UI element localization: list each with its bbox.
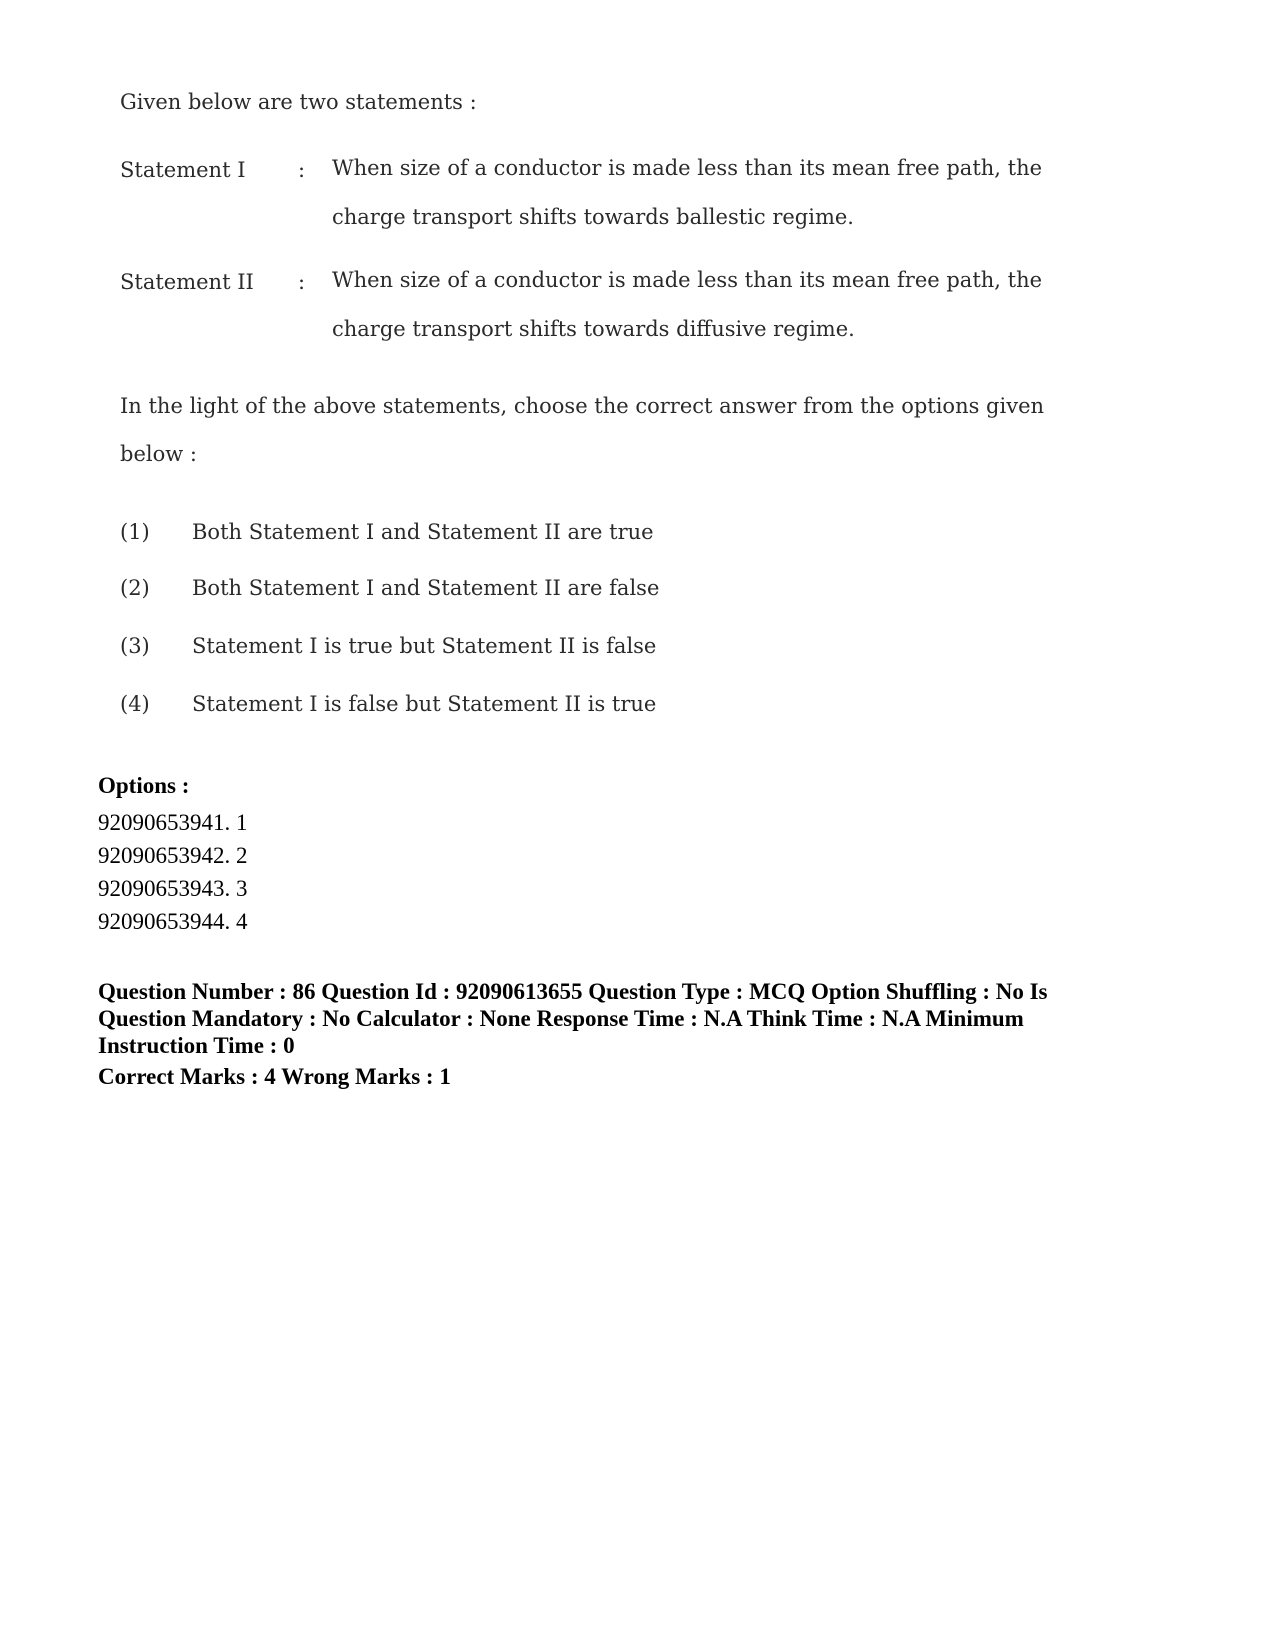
- choice-3-number: (3): [120, 634, 150, 658]
- choice-3-text: Statement I is true but Statement II is false: [192, 634, 657, 658]
- choice-1-number: (1): [120, 520, 150, 544]
- statement-2-separator: :: [298, 270, 306, 294]
- question-info: Question Number : 86 Question Id : 92090613655 Question Type : MCQ Option Shuffling : No Is Question Mandatory : No Calculator : None Response Time : N.A Think Time : N.A Minimum Instruction Time : 0: [98, 979, 1048, 1058]
- choice-1-text: Both Statement I and Statement II are true: [192, 520, 654, 544]
- option-id-1: 92090653941. 1: [98, 810, 248, 835]
- question-marks: Correct Marks : 4 Wrong Marks : 1: [98, 1064, 451, 1089]
- choice-2-number: (2): [120, 576, 150, 600]
- option-id-4: 92090653944. 4: [98, 909, 248, 934]
- options-heading: Options :: [98, 773, 190, 798]
- statement-2-text: When size of a conductor is made less than its mean free path, the charge transport shifts towards diffusive regime.: [332, 268, 1043, 341]
- choice-2-text: Both Statement I and Statement II are false: [192, 576, 660, 600]
- question-prompt: In the light of the above statements, choose the correct answer from the options given below :: [120, 394, 1045, 466]
- option-id-2: 92090653942. 2: [98, 843, 248, 868]
- choice-4-text: Statement I is false but Statement II is true: [192, 692, 657, 716]
- choice-4-number: (4): [120, 692, 150, 716]
- statement-1-separator: :: [298, 158, 306, 182]
- option-id-3: 92090653943. 3: [98, 876, 248, 901]
- question-intro: Given below are two statements :: [120, 90, 477, 114]
- statement-2-label: Statement II: [120, 270, 254, 294]
- statement-1-text: When size of a conductor is made less than its mean free path, the charge transport shifts towards ballestic regime.: [332, 156, 1043, 229]
- statement-1-label: Statement I: [120, 158, 246, 182]
- options-list: [98, 806, 248, 938]
